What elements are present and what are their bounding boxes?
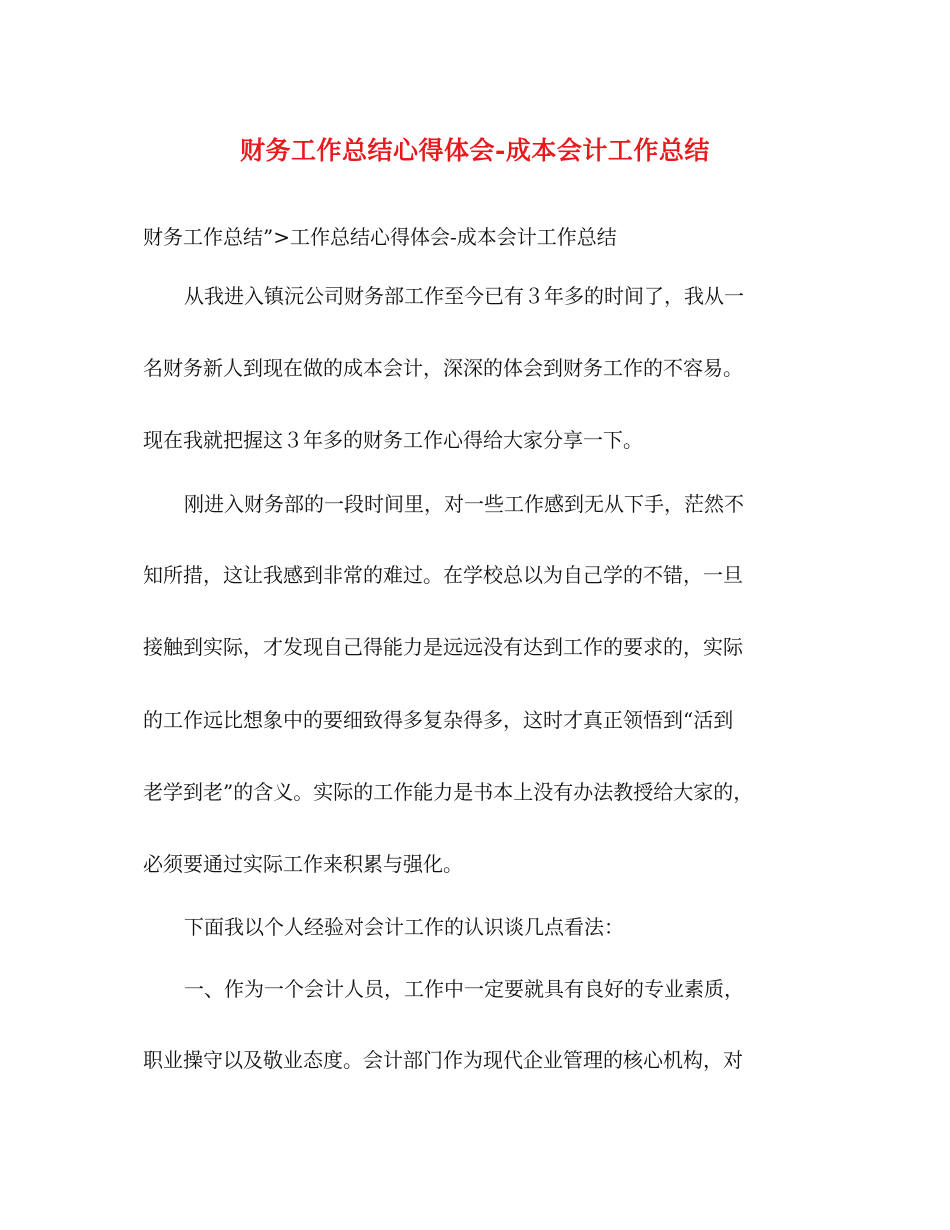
paragraph-line: 刚进入财务部的一段时间里，对一些工作感到无从下手，茫然不 bbox=[184, 492, 744, 516]
paragraph-line: 老学到老”的含义。实际的工作能力是书本上没有办法教授给大家的， bbox=[143, 780, 754, 804]
paragraph-line: 接触到实际，才发现自己得能力是远远没有达到工作的要求的，实际 bbox=[143, 635, 743, 659]
paragraph-line: 从我进入镇沅公司财务部工作至今已有３年多的时间了，我从一 bbox=[184, 284, 744, 308]
paragraph-line: 一、作为一个会计人员，工作中一定要就具有良好的专业素质， bbox=[184, 977, 744, 1001]
paragraph-line: 的工作远比想象中的要细致得多复杂得多，这时才真正领悟到“活到 bbox=[143, 708, 734, 732]
paragraph-line: 知所措，这让我感到非常的难过。在学校总以为自己学的不错，一旦 bbox=[143, 563, 743, 587]
document-title: 财务工作总结心得体会-成本会计工作总结 bbox=[240, 136, 710, 165]
paragraph-line: 下面我以个人经验对会计工作的认识谈几点看法： bbox=[184, 915, 624, 939]
paragraph-line: 现在我就把握这３年多的财务工作心得给大家分享一下。 bbox=[143, 428, 643, 452]
paragraph-line: 必须要通过实际工作来积累与强化。 bbox=[143, 852, 463, 876]
paragraph-line: 职业操守以及敬业态度。会计部门作为现代企业管理的核心机构，对 bbox=[143, 1048, 743, 1072]
breadcrumb-line: 财务工作总结”>工作总结心得体会-成本会计工作总结 bbox=[143, 225, 617, 249]
paragraph-line: 名财务新人到现在做的成本会计，深深的体会到财务工作的不容易。 bbox=[143, 356, 743, 380]
